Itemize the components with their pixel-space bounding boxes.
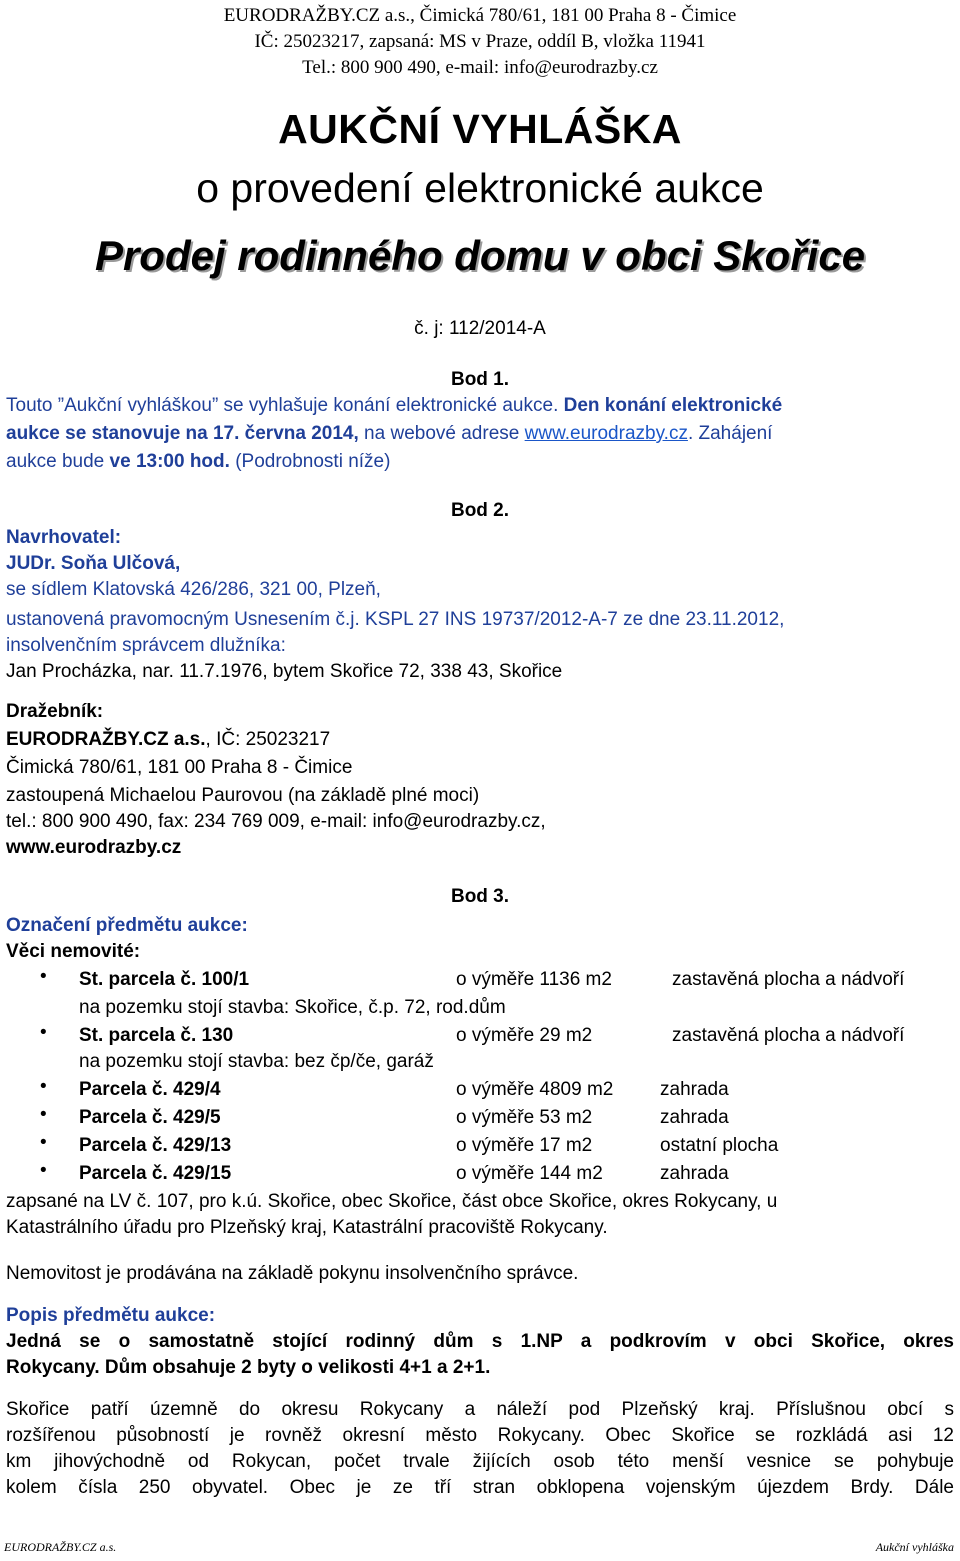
section-3-heading: Bod 3. <box>450 886 510 907</box>
bullet-icon: • <box>40 966 47 987</box>
bullet-icon: • <box>40 1160 47 1181</box>
parcel-area: o výměře 4809 m2 <box>456 1079 614 1100</box>
section-1-line-1 <box>6 392 954 420</box>
text: ve 13:00 hod. <box>109 451 230 472</box>
text: . Zahájení <box>687 423 773 444</box>
bullet-icon: • <box>40 1076 47 1097</box>
footer-title: Aukční vyhláška <box>875 1540 954 1554</box>
location-line-3: km jihovýchodně od Rokycan, počet trvale žijících osob této menší vesnice se pohybuje <box>6 1451 954 1472</box>
parcel-label: Parcela č. 429/5 <box>79 1107 221 1128</box>
text: (Podrobnosti níže) <box>229 451 391 472</box>
location-line-2: rozšířenou působností je rovněž okresní město Rokycany. Obec Skořice se rozkládá asi 12 <box>6 1425 954 1446</box>
footer-company: EURODRAŽBY.CZ a.s. <box>4 1540 117 1554</box>
parcel-use: ostatní plocha <box>660 1135 779 1156</box>
auctioneer-id: , IČ: 25023217 <box>205 729 331 750</box>
parcel-use: zastavěná plocha a nádvoří <box>672 1025 905 1046</box>
website-link[interactable]: www.eurodrazby.cz <box>524 423 688 444</box>
parcel-area: o výměře 17 m2 <box>456 1135 593 1156</box>
parcel-note: na pozemku stojí stavba: Skořice, č.p. 72, rod.dům <box>79 997 506 1018</box>
location-line-4: kolem čísla 250 obyvatel. Obec je ze tří stran obklopena vojenským újezdem Brdy. Dále <box>6 1477 954 1498</box>
parcel-use: zahrada <box>660 1079 729 1100</box>
proposer-label: Navrhovatel: <box>6 527 122 548</box>
bullet-icon: • <box>40 1022 47 1043</box>
auction-subject: Prodej rodinného domu v obci Skořice <box>94 232 866 279</box>
parcel-label: Parcela č. 429/4 <box>79 1079 221 1100</box>
bullet-icon: • <box>40 1132 47 1153</box>
description-label: Popis předmětu aukce: <box>6 1305 216 1326</box>
auctioneer-name: EURODRAŽBY.CZ a.s. <box>6 729 206 750</box>
description-line-2: Rokycany. Dům obsahuje 2 byty o velikosti 4+1 a 2+1. <box>6 1357 491 1378</box>
parcel-area: o výměře 144 m2 <box>456 1163 603 1184</box>
parcel-note: na pozemku stojí stavba: bez čp/če, garáž <box>79 1051 434 1072</box>
parcel-label: Parcela č. 429/15 <box>79 1163 232 1184</box>
parcel-area: o výměře 53 m2 <box>456 1107 593 1128</box>
proposer-resolution: ustanovená pravomocným Usnesením č.j. KSPL 27 INS 19737/2012-A-7 ze dne 23.11.2012, <box>6 609 785 630</box>
section-1-heading: Bod 1. <box>450 369 510 390</box>
section-1-line-2 <box>6 420 954 448</box>
land-registry-line-2: Katastrálního úřadu pro Plzeňský kraj, Katastrální pracoviště Rokycany. <box>6 1217 608 1238</box>
property-type-label: Věci nemovité: <box>6 941 141 962</box>
subject-label: Označení předmětu aukce: <box>6 915 248 936</box>
bullet-icon: • <box>40 1104 47 1125</box>
auctioneer-address: Čimická 780/61, 181 00 Praha 8 - Čimice <box>6 757 353 778</box>
sale-basis: Nemovitost je prodávána na základě pokynu insolvenčního správce. <box>6 1263 579 1284</box>
document-title: AUKČNÍ VYHLÁŠKA <box>278 106 682 152</box>
parcel-use: zastavěná plocha a nádvoří <box>672 969 905 990</box>
auctioneer-name-line <box>6 726 954 754</box>
proposer-address: se sídlem Klatovská 426/286, 321 00, Plzeň, <box>6 579 381 600</box>
description-line-1: Jedná se o samostatně stojící rodinný dům s 1.NP a podkrovím v obci Skořice, okres <box>6 1331 954 1352</box>
text: aukce se stanovuje na 17. června 2014, <box>6 423 359 444</box>
header-line-1: EURODRAŽBY.CZ a.s., Čimická 780/61, 181 00 Praha 8 - Čimice <box>223 5 737 26</box>
auctioneer-contact: tel.: 800 900 490, fax: 234 769 009, e-mail: info@eurodrazby.cz, <box>6 811 546 832</box>
section-1-line-3 <box>6 448 954 476</box>
parcel-area: o výměře 29 m2 <box>456 1025 593 1046</box>
parcel-label: Parcela č. 429/13 <box>79 1135 232 1156</box>
debtor-info: Jan Procházka, nar. 11.7.1976, bytem Skořice 72, 338 43, Skořice <box>6 661 563 682</box>
auctioneer-website: www.eurodrazby.cz <box>6 837 182 858</box>
auctioneer-label: Dražebník: <box>6 701 104 722</box>
location-line-1: Skořice patří územně do okresu Rokycany a náleží pod Plzeňský kraj. Příslušnou obcí s <box>6 1399 954 1420</box>
section-2-heading: Bod 2. <box>450 500 510 521</box>
proposer-role: insolvenčním správcem dlužníka: <box>6 635 286 656</box>
text: na webové adrese <box>358 423 525 444</box>
parcel-use: zahrada <box>660 1107 729 1128</box>
document-subtitle: o provedení elektronické aukce <box>196 165 764 211</box>
parcel-use: zahrada <box>660 1163 729 1184</box>
header-line-2: IČ: 25023217, zapsaná: MS v Praze, oddíl B, vložka 11941 <box>254 31 706 52</box>
parcel-label: St. parcela č. 130 <box>79 1025 234 1046</box>
text: Den konání elektronické <box>563 395 783 416</box>
text: aukce bude <box>6 451 110 472</box>
text: Touto ”Aukční vyhláškou” se vyhlašuje konání elektronické aukce. <box>6 395 564 416</box>
proposer-name: JUDr. Soňa Ulčová, <box>6 553 181 574</box>
auctioneer-representative: zastoupená Michaelou Paurovou (na základě plné moci) <box>6 785 480 806</box>
land-registry-line-1: zapsané na LV č. 107, pro k.ú. Skořice, obec Skořice, část obce Skořice, okres Rokycany, u <box>6 1191 778 1212</box>
reference-number: č. j: 112/2014-A <box>414 318 546 339</box>
header-line-3: Tel.: 800 900 490, e-mail: info@eurodrazby.cz <box>302 57 658 78</box>
parcel-area: o výměře 1136 m2 <box>456 969 612 990</box>
parcel-label: St. parcela č. 100/1 <box>79 969 250 990</box>
